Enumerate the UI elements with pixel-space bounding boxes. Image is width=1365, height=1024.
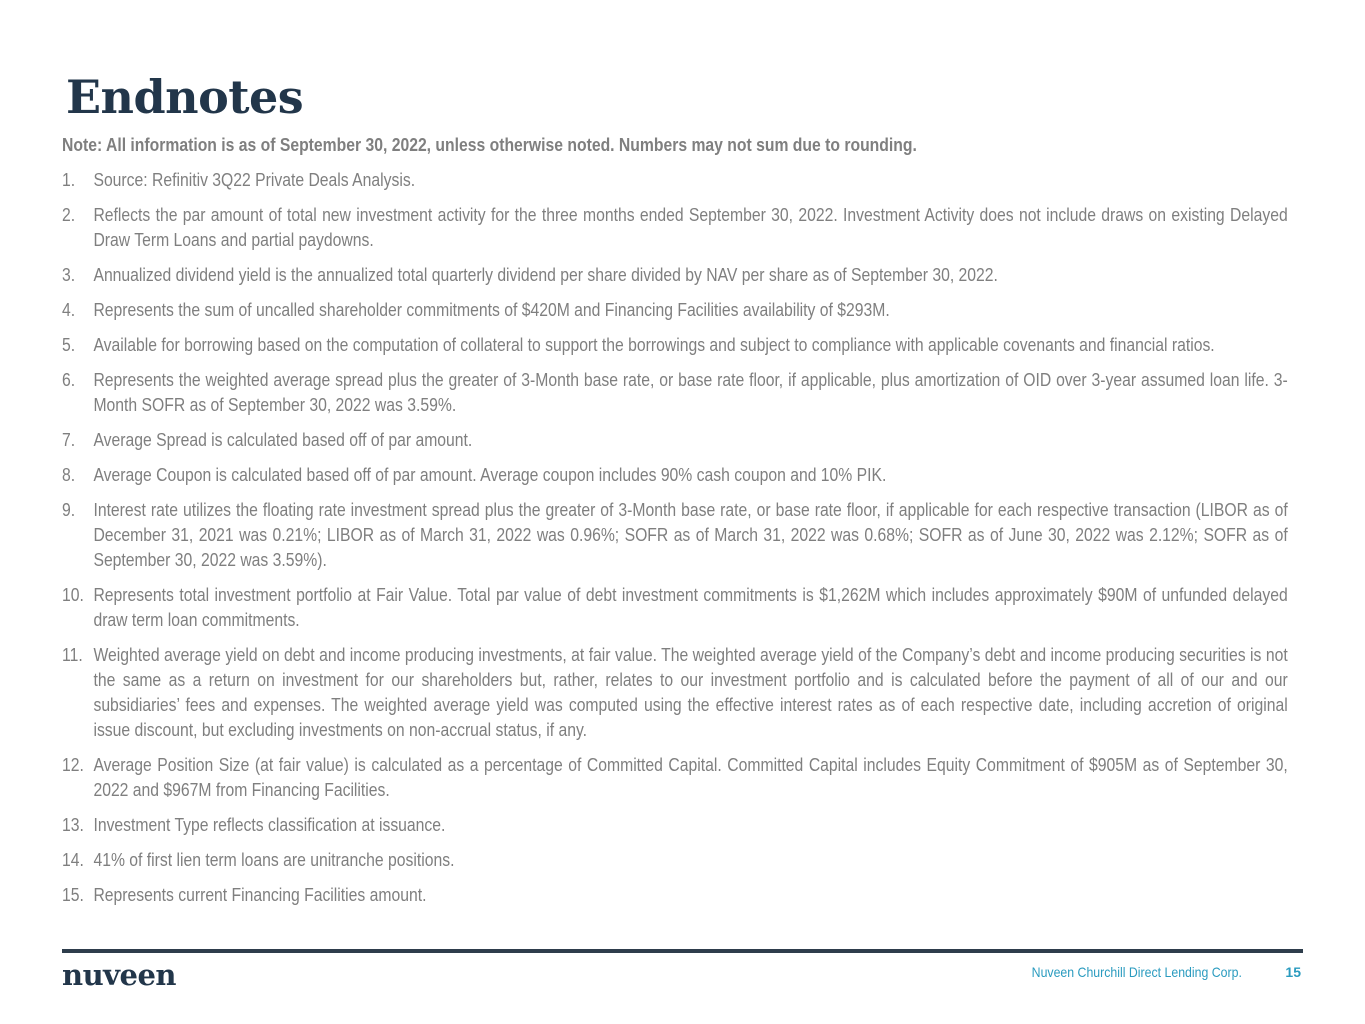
list-item — [62, 332, 1288, 357]
item-text: Represents total investment portfolio at Fair Value. Total par value of debt investment commitments is $1,262M which includes approximately $90M of unfunded delayed draw term loan commitments. — [93, 584, 1288, 630]
list-item — [62, 462, 1288, 487]
list-item — [62, 752, 1288, 802]
item-text: Average Position Size (at fair value) is calculated as a percentage of Committed Capital. Committed Capital includes Equity Commitment of $905M as of September 30, 2022 and $967M from Financing Facilities. — [93, 754, 1288, 800]
item-number: 5. — [62, 334, 76, 355]
item-text: Reflects the par amount of total new investment activity for the three months ended September 30, 2022. Investment Activity does not include draws on existing Delayed Draw Term Loans and partial paydowns. — [93, 204, 1288, 250]
list-item — [62, 642, 1288, 742]
item-number: 7. — [62, 429, 76, 450]
note-text: Note: All information is as of September 30, 2022, unless otherwise noted. Numbers may not sum due to rounding. — [62, 134, 917, 155]
item-number: 8. — [62, 464, 76, 485]
item-number: 15. — [62, 884, 84, 905]
item-number: 6. — [62, 369, 76, 390]
item-text: Interest rate utilizes the floating rate investment spread plus the greater of 3-Month base rate, or base rate floor, if applicable for each respective transaction (LIBOR as of December 31, 2021 was 0.21%; LIBOR as of March 31, 2022 was 0.96%; SOFR as of March 31, 2022 was 0.68%; SOFR as of June 30, 2022 was 2.12%; SOFR as of September 30, 2022 was 3.59%). — [93, 499, 1288, 570]
item-number: 1. — [62, 169, 76, 190]
page-title: Endnotes — [66, 70, 304, 124]
list-item — [62, 297, 1288, 322]
item-number: 10. — [62, 584, 84, 605]
item-text: Average Spread is calculated based off of par amount. — [93, 429, 473, 450]
list-item — [62, 367, 1288, 417]
item-number: 9. — [62, 499, 76, 520]
item-text: Represents current Financing Facilities amount. — [93, 884, 427, 905]
item-number: 4. — [62, 299, 76, 320]
list-item — [62, 202, 1288, 252]
item-text: Represents the sum of uncalled shareholder commitments of $420M and Financing Facilities availability of $293M. — [93, 299, 890, 320]
item-number: 13. — [62, 814, 84, 835]
endnotes-body — [62, 132, 1288, 917]
footer-divider — [62, 949, 1303, 953]
item-number: 11. — [62, 644, 83, 665]
item-text: 41% of first lien term loans are unitranche positions. — [93, 849, 455, 870]
item-text: Available for borrowing based on the computation of collateral to support the borrowings and subject to compliance with applicable covenants and financial ratios. — [93, 334, 1215, 355]
item-text: Average Coupon is calculated based off of par amount. Average coupon includes 90% cash coupon and 10% PIK. — [93, 464, 887, 485]
list-item — [62, 882, 1288, 907]
list-item — [62, 427, 1288, 452]
list-item — [62, 582, 1288, 632]
endnotes-list — [62, 167, 1288, 907]
footer-company: Nuveen Churchill Direct Lending Corp. — [1031, 964, 1242, 980]
list-item — [62, 497, 1288, 572]
list-item — [62, 167, 1288, 192]
item-number: 12. — [62, 754, 84, 775]
item-text: Investment Type reflects classification at issuance. — [93, 814, 446, 835]
nuveen-logo: nuveen — [62, 958, 177, 992]
list-item — [62, 847, 1288, 872]
item-text: Annualized dividend yield is the annualized total quarterly dividend per share divided by NAV per share as of September 30, 2022. — [93, 264, 998, 285]
list-item — [62, 262, 1288, 287]
item-number: 14. — [62, 849, 84, 870]
page-number: 15 — [1285, 964, 1301, 980]
item-text: Source: Refinitiv 3Q22 Private Deals Analysis. — [93, 169, 416, 190]
item-number: 3. — [62, 264, 76, 285]
item-text: Represents the weighted average spread plus the greater of 3-Month base rate, or base rate floor, if applicable, plus amortization of OID over 3-year assumed loan life. 3-Month SOFR as of September 30, 2022 was 3.59%. — [93, 369, 1288, 415]
item-number: 2. — [62, 204, 76, 225]
list-item — [62, 812, 1288, 837]
item-text: Weighted average yield on debt and income producing investments, at fair value. The weighted average yield of the Company’s debt and income producing securities is not the same as a return on investment for our shareholders but, rather, relates to our investment portfolio and is calculated before the payment of all of our and our subsidiaries’ fees and expenses. The weighted average yield was computed using the effective interest rates as of each respective date, including accretion of original issue discount, but excluding investments on non-accrual status, if any. — [93, 644, 1288, 740]
